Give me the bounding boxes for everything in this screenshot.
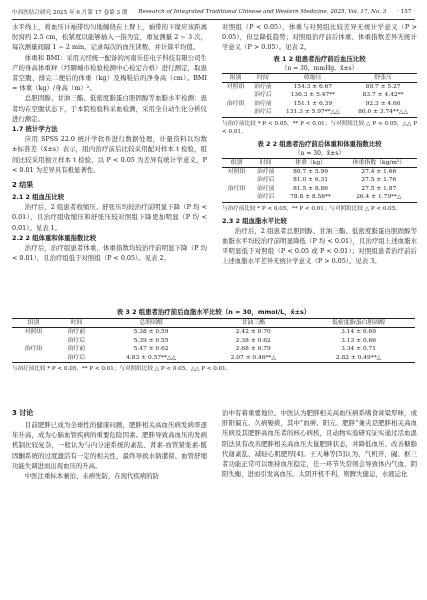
table-cell: 81.5 ± 8.86 — [293, 185, 328, 192]
table-row — [222, 91, 417, 99]
table-subtitle: （n = 30，mmHg，x̄±s） — [281, 64, 358, 72]
paragraph: 治疗后，2 组患者收缩压、舒张压均较治疗前明显下降（P 均 < 0.01），且治疗组收缩压和舒张压较对照组下降更加明显（P 均 < 0.01）。见表 1。 — [12, 203, 207, 232]
table-cell: 治疗组 — [24, 346, 43, 353]
table-cell: 2.38 ± 0.62 — [235, 337, 271, 344]
table-cell: 治疗后 — [254, 92, 272, 99]
right-column — [222, 22, 417, 267]
table-cell: 80.7 ± 5.99 — [293, 169, 328, 176]
table-cell: 92.3 ± 4.60 — [365, 100, 401, 107]
table-header: 时间 — [249, 73, 276, 82]
table-header: 总胆固醇 — [98, 319, 205, 328]
paragraph: 治疗后，治疗组患者体重、体重指数均较治疗前明显下降（P 均 < 0.01），且治疗组低于对照组（P < 0.05）。见表 2。 — [12, 244, 207, 263]
table-note: 与治疗前比较 * P < 0.05，** P < 0.01；与对照组比较 △ P < 0.05，△△ P < 0.01。 — [222, 120, 417, 135]
table-cell: 5.39 ± 0.55 — [133, 337, 169, 344]
table-cell: 治疗前 — [256, 169, 275, 176]
table-cell: 对照组 — [227, 169, 246, 176]
table-cell: 136.3 ± 5.47** — [290, 92, 336, 99]
table-header: 时间 — [251, 158, 280, 167]
table-cell: 5.38 ± 0.59 — [133, 329, 169, 336]
table-row — [12, 337, 415, 345]
table-cell — [12, 354, 55, 363]
table-row — [222, 185, 417, 193]
header-rule — [12, 19, 415, 20]
table-cell: 5.47 ± 0.62 — [133, 346, 169, 353]
table-cell: 26.4 ± 1.79**△ — [341, 193, 417, 202]
table-header: 体重（kg） — [280, 158, 340, 167]
table-cell: 81.0 ± 6.31 — [293, 177, 328, 184]
table-cell: 151.1 ± 6.39 — [293, 100, 333, 107]
table-header: 组别 — [12, 319, 55, 328]
table-title: 表 1 2 组患者治疗前后血压比较 — [273, 54, 366, 63]
table-row — [222, 193, 417, 202]
section-heading-2-2: 2.2 2 组体重和体重指数比较 — [12, 233, 97, 242]
table-cell: 对照组 — [24, 329, 43, 336]
table-cell: 治疗前 — [256, 185, 275, 192]
table-cell — [222, 193, 251, 202]
table-header: 舒张压 — [349, 73, 417, 82]
table-cell: 治疗后 — [55, 354, 98, 363]
table-row — [222, 176, 417, 184]
section-heading-2-1: 2.1 2 组血压比较 — [12, 193, 65, 202]
table-cell: 治疗后 — [249, 108, 276, 117]
table-cell: 4.83 ± 0.57**△△ — [98, 354, 205, 363]
table-note: 与治疗前比较 * P < 0.05，** P < 0.01；与对照组比较 △ P < 0.05，△△ P < 0.01。 — [12, 366, 232, 373]
table-cell: 89.7 ± 5.27 — [365, 84, 401, 91]
table-header: 低密度脂蛋白胆固醇 — [302, 319, 415, 328]
table-cell: 27.4 ± 1.66 — [361, 169, 397, 176]
table-cell: 治疗前 — [67, 346, 86, 353]
paragraph: 目前肥胖已成为全球性的健康问题，肥胖相关高血压病发病率逐年升高，成为心脑血管疾病的重要危险因素。肥胖导致高血压的发病机制比较复杂，一般认为与内分泌系统的紊乱、肾素-血管紧张素-醛固酮系统的过度激活有一定的相关性，最终导致水钠潴留、血管舒缩功能失调进而出现血压的升高。 — [12, 421, 207, 470]
paragraph: 应用 SPSS 22.0 统计学软件进行数据处理，计量资料以均数±标准差（x̄±s）表示，组内治疗前后比较采用配对样本 t 检验，组间比较采用独立样本 t 检验，以 P < 0.05 为差异有统计学意义，P < 0.01 为差异具有极显著性。 — [12, 135, 207, 174]
paragraph: 水平线上，将血压计袖带均匀地缠绕在上臂上，袖带的下缘应该距离肘窝约 2.5 cm，松紧度以能够插入一指为宜，重复测量 2 ~ 3 次，每次测量间隔 1 ~ 2 min。记录每次的血压读数，并计算平均值。 — [12, 23, 207, 52]
table-cell: 2.82 ± 0.49**△ — [302, 354, 415, 363]
table-row — [12, 354, 415, 363]
table-cell: 3.13 ± 0.66 — [341, 337, 376, 344]
table-subtitle: （n = 30，x̄±s） — [294, 149, 345, 157]
table-header: 甘油三酯 — [204, 319, 302, 328]
table-cell: 131.3 ± 5.97**△△ — [277, 108, 350, 117]
section-heading-2-3: 2.3 2 组血脂水平比较 — [222, 216, 287, 225]
table-row — [222, 100, 417, 108]
journal-english-title: Research of Integrated Traditional Chinese and Western Medicine, 2025, Vol. 17, No. 3 — [138, 9, 387, 15]
table-cell: 3.14 ± 0.69 — [341, 329, 376, 336]
paragraph: 总胆固醇、甘油三酯、低密度脂蛋白胆固醇等血脂水平检测：患者均在空腹状态下，于本院检验科采血检测，采用全自动生化分析仪进行测定。 — [12, 94, 207, 123]
table-cell: 治疗后 — [67, 337, 86, 344]
table-cell: 治疗组 — [226, 100, 245, 107]
table-cell: 27.5 ± 1.76 — [361, 177, 397, 184]
table-header: 组别 — [222, 158, 251, 167]
table-cell — [222, 108, 249, 117]
table-row — [222, 168, 417, 177]
paragraph: 治疗后，2 组患者总胆固醇、甘油三酯、低密度脂蛋白胆固醇等血脂水平均较治疗前明显降低（P 均 < 0.01），且治疗组上述血脂水平明显低于对照组（P < 0.05 或 P < 0.01）；对照组患者治疗前后上述血脂水平差异无统计学意义（P > 0.05）。见表 3。 — [222, 226, 417, 266]
journal-issue: 中西医结合研究 2025 年 6 月第 17 卷第 3 期 — [12, 10, 128, 16]
table-cell — [12, 337, 55, 345]
left-column — [12, 22, 207, 263]
discussion-right — [222, 408, 417, 479]
table-header: 收缩压 — [277, 73, 350, 82]
table-cell: 83.7 ± 4.42** — [362, 92, 404, 99]
table-cell: 治疗前 — [254, 84, 272, 91]
table-row — [222, 83, 417, 92]
table-cell: 治疗组 — [227, 185, 246, 192]
table-cell: 2.42 ± 0.70 — [235, 329, 271, 336]
table-header: 组别 — [222, 73, 249, 82]
table-cell: 治疗前 — [67, 329, 86, 336]
table-cell: 治疗后 — [251, 193, 280, 202]
running-header — [12, 6, 415, 18]
table-title: 表 2 2 组患者治疗前后体重和体重指数比较 — [257, 139, 382, 148]
paragraph: 体重和 BMI：采用天经统一配备的河南乐佳电子科技有限公司生产的身高体重秤（经聊城市检验检测中心检定合格）进行测定，取患者空腹、排完二便后的体重（kg）及梅鞋后的净身高（cm）。BMI = 体重（kg）/身高（m）²。 — [12, 53, 207, 93]
table-cell: 3.34 ± 0.71 — [341, 346, 376, 353]
table-cell: 80.0 ± 3.74**△△ — [349, 108, 417, 117]
table-cell — [222, 91, 249, 99]
table-note: 与治疗前比较 * P < 0.05，** P < 0.01；与对照组比较 △ P < 0.05。 — [222, 205, 401, 212]
table-cell: 27.5 ± 1.87 — [361, 185, 397, 192]
section-heading-1-7: 1.7 统计学方法 — [12, 125, 58, 134]
table-title: 表 3 2 组患者治疗前后血脂水平比较（n = 30，mmol/L，x̄±s） — [116, 308, 311, 316]
table-row — [12, 345, 415, 353]
table-1 — [222, 55, 417, 136]
discussion-left — [12, 408, 207, 481]
table-2 — [222, 140, 417, 213]
table-cell: 对照组 — [226, 84, 245, 91]
table-row — [222, 108, 417, 117]
table-cell: 154.3 ± 6.67 — [293, 84, 333, 91]
paragraph: 中医注重标本兼治、未病先防，在现代疾病的防 — [24, 472, 159, 481]
section-heading-results: 2 结果 — [12, 181, 34, 190]
table-cell: 治疗后 — [256, 177, 275, 184]
table-3 — [12, 308, 415, 373]
table-row — [12, 328, 415, 337]
paragraph: 对照组（P < 0.05），体重与对照组比较差异无统计学意义（P > 0.05），但呈降低趋势；对照组治疗前后体重、体重指数差异无统计学意义（P > 0.05）。见表 2。 — [222, 23, 417, 52]
table-cell: 治疗前 — [254, 100, 272, 107]
table-cell: 78.8 ± 8.58** — [280, 193, 340, 202]
table-cell: 2.07 ± 0.46**△ — [204, 354, 302, 363]
table-cell — [222, 176, 251, 184]
section-heading-discussion: 3 讨论 — [12, 409, 34, 417]
table-header: 时间 — [55, 319, 98, 328]
paragraph: 治中有着重要地位。中医认为肥胖相关高血压病系嗜食膏粱厚味，或肝阳偏亢、久病娶痰，其中“血痹、阳亢、肥胖”兼夹是肥胖相关高血压病及其肥胖高血压者的核心病机，且动物实验研究证实通过活血温阳法具有改善肥胖相关高血压大鼠肥胖状态，并降低血压、改善糖脂代谢紊乱、减轻心肌肥厚[4]。王天琳等[5]认为，气机开、阖、枢三者功能正常可以维持血压稳定，任一环节失常则会导致体内气血、阴阳失衡，进而引发高血压。太阴开机不利，则脾失健运，水液运化 — [222, 409, 417, 479]
page-number: · 157 · — [397, 9, 415, 15]
table-header: 体重指数（kg/m²） — [341, 158, 417, 167]
table-cell: 2.68 ± 0.79 — [235, 346, 271, 353]
